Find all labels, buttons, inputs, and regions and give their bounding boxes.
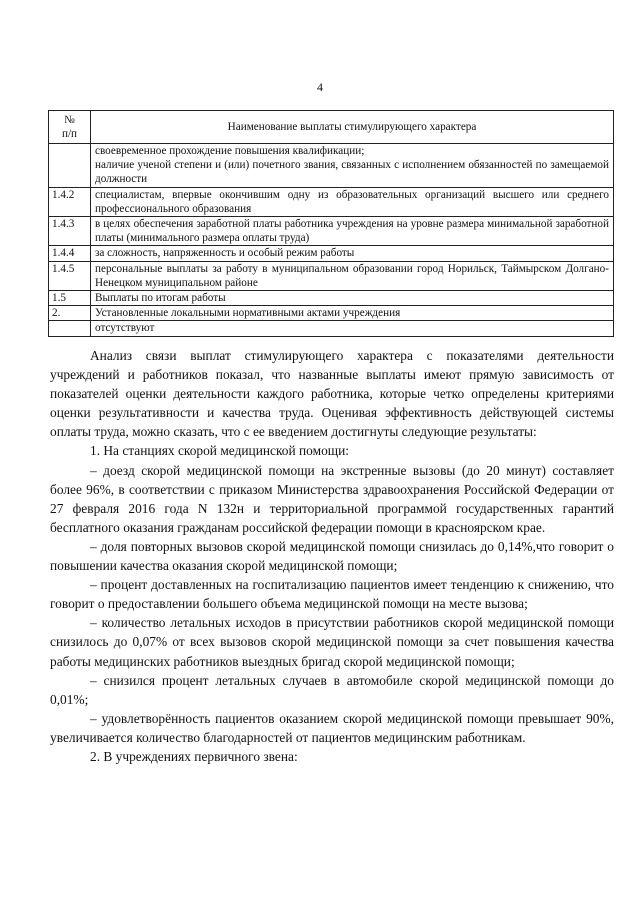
table-header-title: Наименование выплаты стимулирующего характера xyxy=(91,111,614,144)
table-cell-text xyxy=(91,144,614,188)
table-row xyxy=(49,246,614,261)
analysis-paragraph: Анализ связи выплат стимулирующего характера с показателями деятельности учреждений и работников показал, что названные выплаты имеют прямую зависимость от показателей оценки деятельности каждого работника, которые четко определены критериями оценки результативности и качества труда. Оценивая эффективность действующей системы оплаты труда, можно сказать, что с ее введением достигнуты следующие результаты: xyxy=(50,348,614,440)
table-cell-text: в целях обеспечения заработной платы работника учреждения на уровне размера минимальной заработной платы (минимального размера оплаты труда) xyxy=(91,217,614,246)
table-row xyxy=(49,217,614,246)
table-cell-text: Выплаты по итогам работы xyxy=(91,291,614,306)
table-cell-text: персональные выплаты за работу в муниципальном образовании город Норильск, Таймырском Долгано-Ненецком муниципальном районе xyxy=(91,261,614,290)
table-cell-number: 2. xyxy=(49,306,91,321)
table-header-number xyxy=(49,111,91,144)
table-cell-number: 1.4.2 xyxy=(49,187,91,216)
table-cell-number: 1.4.4 xyxy=(49,246,91,261)
document-body xyxy=(50,346,614,766)
continuation-line: своевременное прохождение повышения квалификации; xyxy=(95,145,365,157)
bullet-paragraph: – доезд скорой медицинской помощи на экстренные вызовы (до 20 минут) составляет более 96%, в соответствии с приказом Министерства здравоохранения Российской Федерации от 27 февраля 2016 года N 132н и территориальной программой государственных гарантий бесплатного оказания гражданам российской федерации помощи в красноярском крае. xyxy=(50,462,614,535)
table-row xyxy=(49,306,614,321)
table-row xyxy=(49,291,614,306)
table-cell-text: Установленные локальными нормативными актами учреждения xyxy=(91,306,614,321)
bullet-paragraph: – снизился процент летальных случаев в автомобиле скорой медицинской помощи до 0,01%; xyxy=(50,672,614,707)
table-cell-text: специалистам, впервые окончившим одну из образовательных организаций высшего или среднего профессионального образования xyxy=(91,187,614,216)
stimulating-payments-table xyxy=(48,110,614,337)
table-header-row xyxy=(49,111,614,144)
bullet-paragraph: – процент доставленных на госпитализацию пациентов имеет тенденцию к снижению, что говорит о предоставлении большего объема медицинской помощи на месте вызова; xyxy=(50,577,614,612)
bullet-paragraph: – количество летальных исходов в присутствии работников скорой медицинской помощи снизилось до 0,07% от всех вызовов скорой медицинской помощи за счет повышения качества работы медицинских работников выездных бригад скорой медицинской помощи; xyxy=(50,615,614,669)
table-cell-number xyxy=(49,321,91,336)
table-row xyxy=(49,261,614,290)
numbered-heading-primary-care: 2. В учреждениях первичного звена: xyxy=(90,748,298,764)
table-cell-number xyxy=(49,144,91,188)
bullet-paragraph: – удовлетворённость пациентов оказанием скорой медицинской помощи превышает 90%, увеличивается количество благодарностей от пациентов медицинским работникам. xyxy=(50,710,614,745)
table-row xyxy=(49,144,614,188)
table-row xyxy=(49,321,614,336)
table-header-number-symbol: № xyxy=(64,114,75,126)
table-row xyxy=(49,187,614,216)
table-cell-number: 1.5 xyxy=(49,291,91,306)
table-header-number-abbrev: п/п xyxy=(61,128,78,140)
page-number: 4 xyxy=(317,80,323,94)
bullet-paragraph: – доля повторных вызовов скорой медицинской помощи снизилась до 0,14%,что говорит о повышении качества оказания скорой медицинской помощи; xyxy=(50,538,614,574)
table-cell-number: 1.4.3 xyxy=(49,217,91,246)
continuation-line: наличие ученой степени и (или) почетного звания, связанных с исполнением обязанностей по замещаемой должности xyxy=(95,159,609,186)
table-cell-text: отсутствуют xyxy=(91,321,614,336)
table-cell-text: за сложность, напряженность и особый режим работы xyxy=(91,246,614,261)
numbered-heading-ambulance: 1. На станциях скорой медицинской помощи: xyxy=(90,443,349,459)
table-cell-number: 1.4.5 xyxy=(49,261,91,290)
